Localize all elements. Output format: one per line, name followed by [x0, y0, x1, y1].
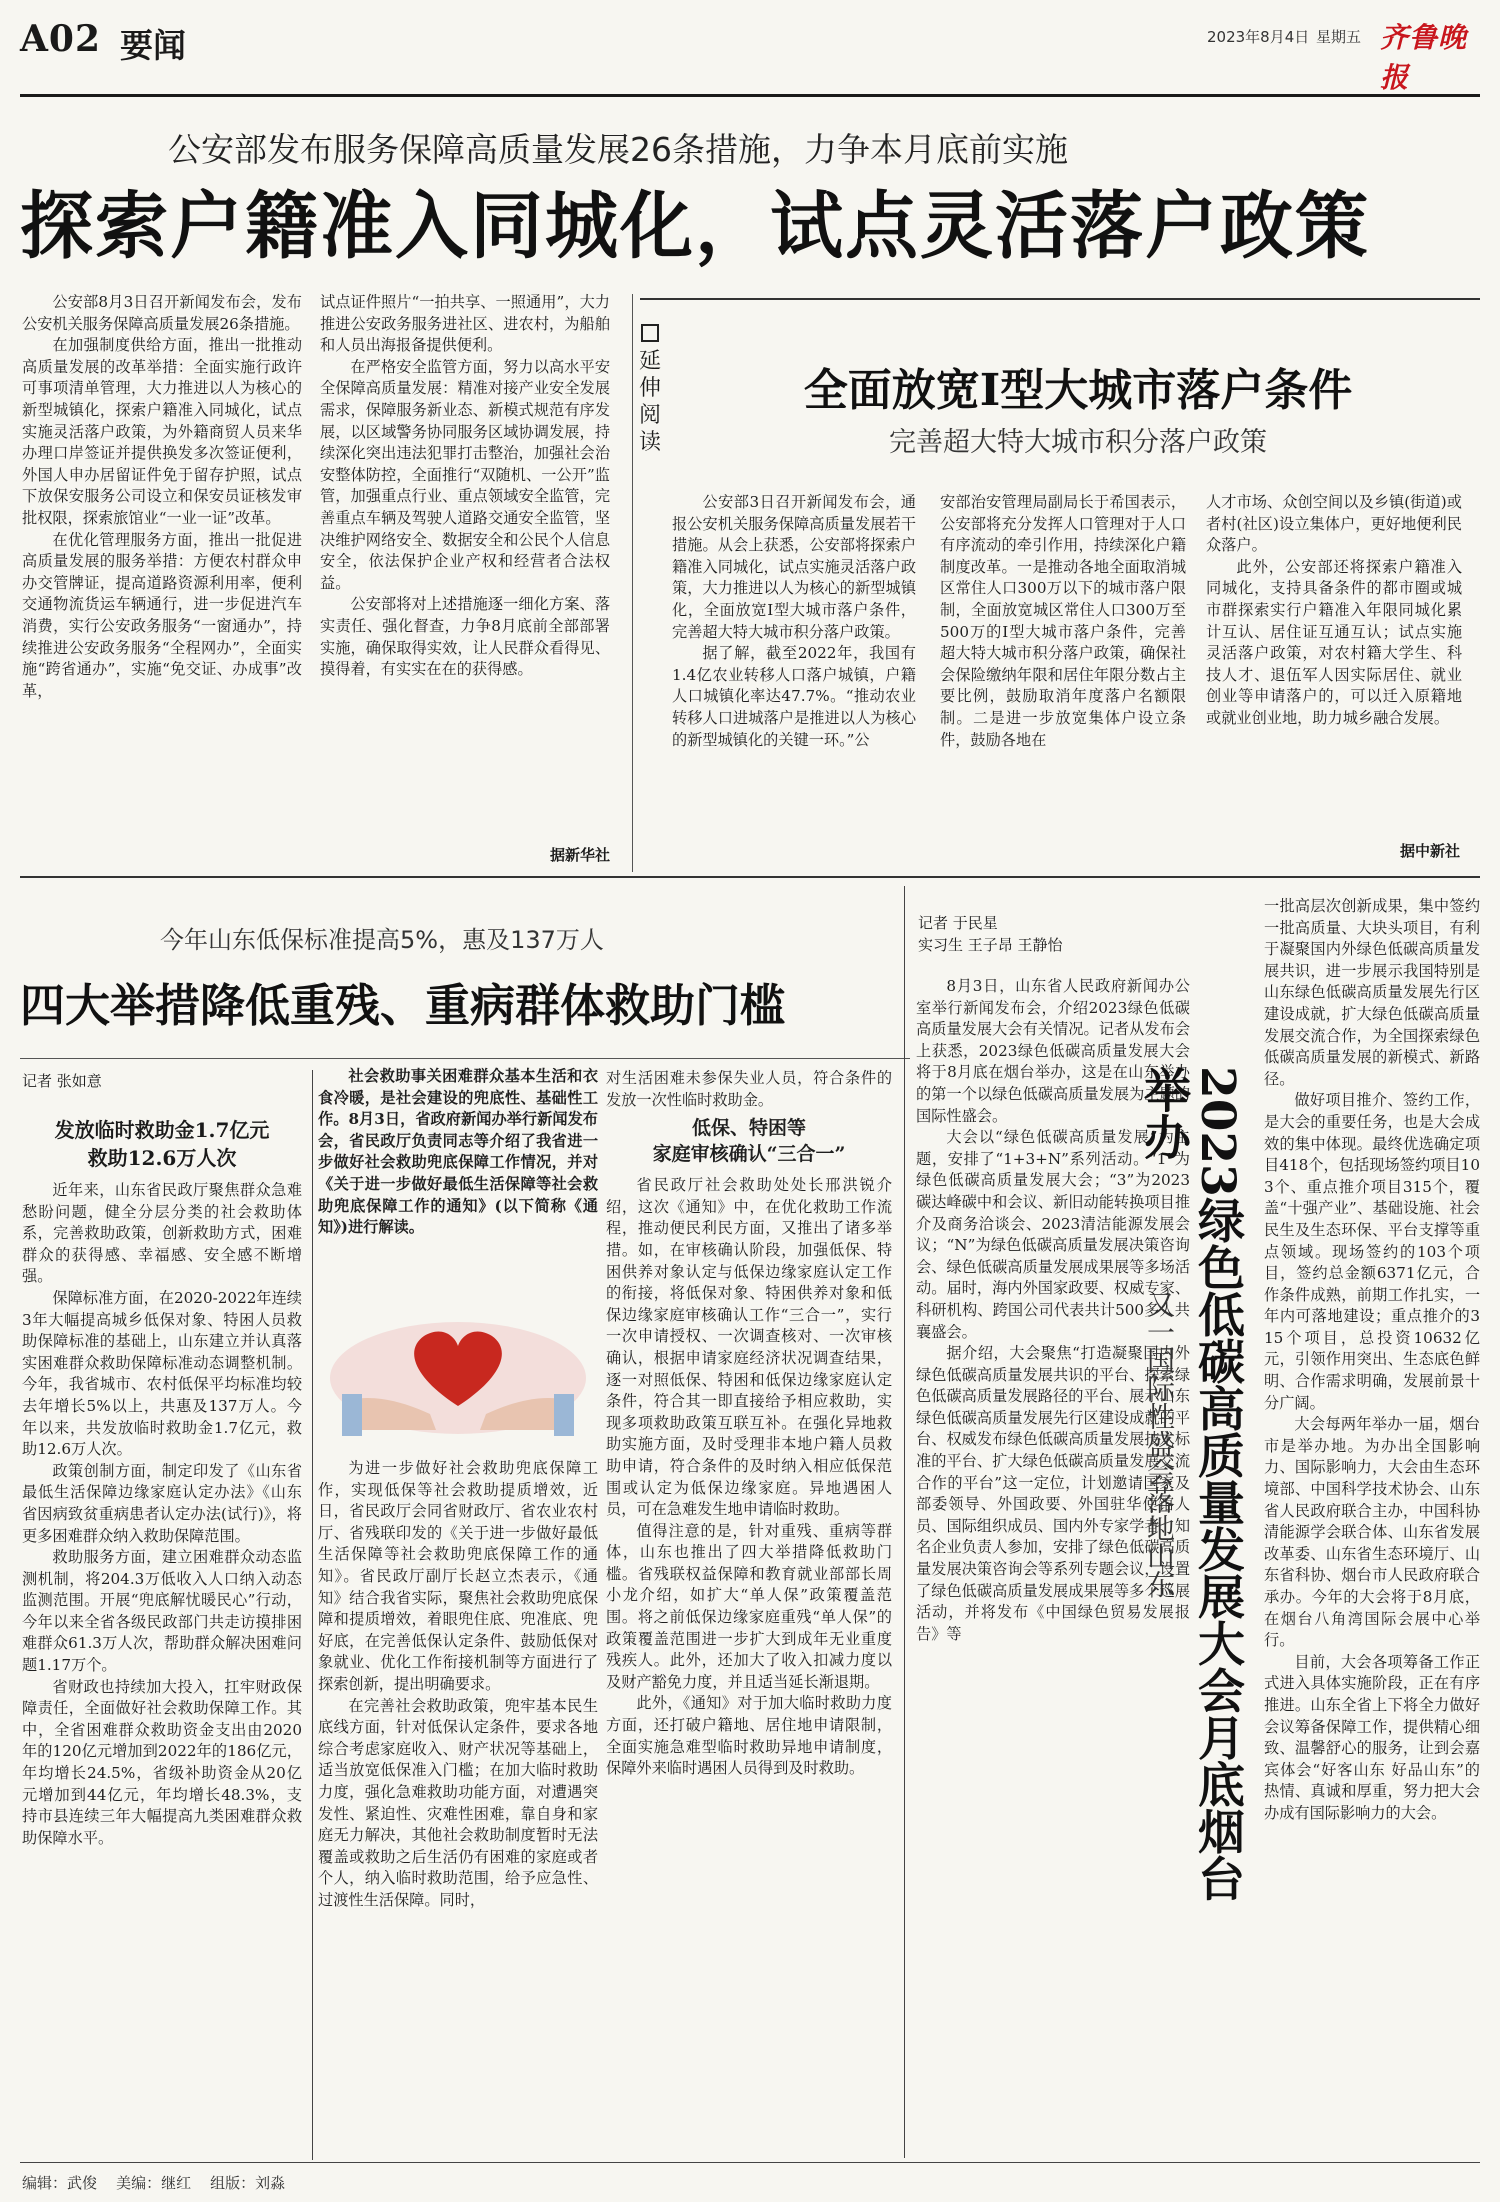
paragraph: 此外，公安部还将探索户籍准入同城化，支持具备条件的都市圈或城市群探索实行户籍准入年限同城化累计互认、居住证互通互认；试点实施灵活落户政策，对农村籍大学生、科技人才、退伍军人因实际居住、就业创业等申请落户的，可以迁入原籍地或就业创业地，助力城乡融合发展。 — [1206, 557, 1462, 727]
extended-reading-tag — [637, 324, 663, 456]
extended-column-1 — [672, 492, 916, 858]
aid-subhead-2: 低保、特困等 家庭审核确认“三合一” — [652, 1117, 846, 1166]
footer-credits: 编辑：武俊 美编：继红 组版：刘淼 — [22, 2174, 286, 2192]
paragraph: 8月3日，山东省人民政府新闻办公室举行新闻发布会，介绍2023绿色低碳高质量发展大会有关情况。记者从发布会上获悉，2023绿色低碳高质量发展大会将于8月底在烟台举办，这是在山东举办的第一个以绿色低碳高质量发展为主题的国际性盛会。 — [916, 977, 1190, 1125]
paragraph: 据了解，截至2022年，我国有1.4亿农业转移人口落户城镇，户籍人口城镇化率达47.7%。“推动农业转移人口进城落户是推进以人为核心的新型城镇化的关键一环。”公 — [672, 644, 916, 749]
aid-rule — [20, 1058, 910, 1059]
paragraph: 省民政厅社会救助处处长邢洪锐介绍，这次《通知》中，在优化救助工作流程，推动便民利民方面，又推出了诸多举措。如，在审核确认阶段，加强低保、特困供养对象认定与低保边缘家庭认定工作的衔接，将低保对象、特困供养对象和低保边缘家庭审核确认工作“三合一”，实行一次申请授权、一次调查核对、一次审核确认，根据申请家庭经济状况调查结果，逐一对照低保、特困和低保边缘家庭认定条件，符合其一即直接给予相应救助，实现多项救助政策互联互补。在强化异地救助实施方面，及时受理非本地户籍人员救助申请，符合条件的及时纳入相应低保范围或认定为低保边缘家庭。异地遇困人员，可在急难发生地申请临时救助。 — [606, 1176, 892, 1519]
paragraph: 据介绍，大会聚焦“打造凝聚国内外绿色低碳高质量发展共识的平台、探索绿色低碳高质量发展路径的平台、展示山东绿色低碳高质量发展先行区建设成就的平台、权威发布绿色低碳高质量发展技术标准的平台、扩大绿色低碳高质量发展交流合作的平台”这一定位，计划邀请国家及部委领导、外国政要、外国驻华使馆人员、国际组织成员、国内外专家学者、知名企业负责人参加，安排了绿色低碳高质量发展决策咨询会等系列专题会议，设置了绿色低碳高质量发展成果展等多个巡展活动，并将发布《中国绿色贸易发展报告》等 — [916, 1344, 1190, 1643]
aid-column-rule — [312, 1070, 313, 2160]
paragraph: 省财政也持续加大投入，扛牢财政保障责任，全面做好社会救助保障工作。其中，全省困难群众救助资金支出由2020年的120亿元增加到2022年的186亿元，年均增长24.5%，省级补助资金从20亿元增加到44亿元，年均增长48.3%，支持市县连续三年大幅提高九类困难群众救助保障水平。 — [22, 1677, 302, 1847]
paragraph: 大会每两年举办一届，烟台市是举办地。为办出全国影响力、国际影响力，大会由生态环境部、中国科学技术协会、山东省人民政府联合主办，中国科协清能源学会联合体、山东省发展改革委、山东省生态环境厅、山东省科协、烟台市人民政府联合承办。今年的大会将于8月底，在烟台八角湾国际会展中心举行。 — [1264, 1415, 1480, 1650]
paragraph: 近年来，山东省民政厅聚焦群众急难愁盼问题，健全分层分类的社会救助体系，完善救助政策，创新救助方式，困难群众的获得感、幸福感、安全感不断增强。 — [22, 1181, 302, 1286]
aid-subhead-1: 发放临时救助金1.7亿元 救助12.6万人次 — [54, 1118, 270, 1170]
care-illustration — [318, 1294, 598, 1442]
aid-intro — [318, 1066, 598, 1288]
aid-column-1 — [22, 1180, 302, 2155]
paragraph: 安部治安管理局副局长于希国表示，公安部将充分发挥人口管理对于人口有序流动的牵引作用，持续深化户籍制度改革。一是推动各地全面取消城区常住人口300万以下的城市落户限制，全面放宽城区常住人口300万至500万的Ⅰ型大城市落户条件，完善超大特大城市积分落户政策，确保社会保险缴纳年限和居住年限分数占主要比例，鼓励取消年度落户名额限制。二是进一步放宽集体户设立条件，鼓励各地在 — [940, 493, 1186, 749]
intro-paragraph: 社会救助事关困难群众基本生活和衣食冷暖，是社会建设的兜底性、基础性工作。8月3日，省政府新闻办举行新闻发布会，省民政厅负责同志等介绍了我省进一步做好社会救助兜底保障工作情况，并对《关于进一步做好最低生活保障等社会救助兜底保障工作的通知》(以下简称《通知》)进行解读。 — [318, 1067, 598, 1237]
lead-headline: 探索户籍准入同城化，试点灵活落户政策 — [20, 183, 1370, 269]
aid-column-3 — [606, 1068, 892, 2158]
paragraph: 此外，《通知》对于加大临时救助力度方面，还打破户籍地、居住地申请限制，全面实施急难型临时救助异地申请制度，保障外来临时遇困人员得到及时救助。 — [606, 1694, 892, 1778]
green-headline: 2023绿色低碳高质量发展大会月底烟台举办 — [1136, 1066, 1245, 1902]
masthead-logo: 齐鲁晚报 — [1380, 21, 1468, 94]
extended-column-2 — [940, 492, 1186, 858]
issue-weekday: 星期五 — [1316, 28, 1362, 46]
extended-top-rule — [640, 298, 1480, 300]
paragraph: 试点证件照片“一拍共享、一照通用”，大力推进公安政务服务进社区、进农村，为船舶和人员出海报备提供便利。 — [320, 293, 610, 355]
aid-headline: 四大举措降低重残、重病群体救助门槛 — [20, 979, 786, 1032]
paragraph: 在完善社会救助政策，兜牢基本民生底线方面，针对低保认定条件，要求各地综合考虑家庭收入、财产状况等基础上，适当放宽低保准入门槛；在加大临时救助力度，强化急难救助功能方面，对遭遇突发性、紧迫性、灾难性困难，靠自身和家庭无力解决，其他社会救助制度暂时无法覆盖或救助之后生活仍有困难的家庭或者个人，纳入临时救助范围，给予应急性、过渡性生活保障。同时， — [318, 1696, 598, 1909]
green-reporter-1: 记者 于民星 — [918, 914, 998, 932]
extended-source: 据中新社 — [1399, 842, 1460, 860]
aid-column-2 — [318, 1458, 598, 2158]
footer-rule — [20, 2162, 1480, 2163]
paragraph: 在严格安全监管方面，努力以高水平安全保障高质量发展：精准对接产业安全发展需求，保障服务新业态、新模式规范有序发展，以区域警务协同服务区域协调发展，持续深化突出违法犯罪打击整治，加强社会治安整体防控，全面推行“双随机、一公开”监管，加强重点行业、重点领域安全监管，完善重点车辆及驾驶人道路交通安全监管，坚决维护网络安全、数据安全和公民个人信息安全，依法保护企业产权和经营者合法权益。 — [320, 357, 610, 592]
page-number: A02 — [20, 18, 102, 60]
extended-reading-label: 延伸阅读 — [638, 349, 661, 455]
extended-subtitle: 完善超大特大城市积分落户政策 — [889, 427, 1267, 458]
paragraph: 大会以“绿色低碳高质量发展”为主题，安排了“1+3+N”系列活动。“1”为绿色低碳高质量发展大会；“3”为2023碳达峰碳中和会议、新旧动能转换项目推介及商务洽谈会、2023清洁能源发展会议；“N”为绿色低碳高质量发展决策咨询会、绿色低碳高质量发展成果展等多场活动。届时，海内外国家政要、权威专家、科研机构、跨国公司代表共计500多人共襄盛会。 — [916, 1128, 1190, 1341]
paragraph: 一批高层次创新成果，集中签约一批高质量、大块头项目，有利于凝聚国内外绿色低碳高质量发展共识，进一步展示我国特别是山东绿色低碳高质量发展先行区建设成就，扩大绿色低碳高质量发展交流合作，为全国探索绿色低碳高质量发展的新模式、新路径。 — [1264, 897, 1480, 1088]
section-name: 要闻 — [120, 26, 186, 65]
lead-column-1 — [22, 292, 302, 872]
paragraph: 做好项目推介、签约工作，是大会的重要任务，也是大会成效的集中体现。最终优选确定项目418个，包括现场签约项目103个、重点推介项目315个，覆盖“十强产业”、基础设施、社会民生及生态环保、平台支撑等重点领域。现场签约的103个项目，签约总金额6371亿元，合作条件成熟，前期工作扎实，一年内可落地建设；重点推介的315个项目，总投资10632亿元，引领作用突出、生态底色鲜明、合作需求明确，发展前景十分广阔。 — [1264, 1091, 1480, 1412]
aid-kicker: 今年山东低保标准提高5%，惠及137万人 — [160, 926, 604, 954]
paragraph: 公安部8月3日召开新闻发布会，发布公安机关服务保障高质量发展26条措施。 — [22, 293, 302, 333]
header-rule — [20, 94, 1480, 97]
paragraph: 在加强制度供给方面，推出一批推动高质量发展的改革举措：全面实施行政许可事项清单管理，大力推进以人为核心的新型城镇化，探索户籍准入同城化，试点实施灵活落户政策，为外籍商贸人员来华办理口岸签证并提供换发多次签证便利，外国人申办居留证件免于留存护照，试点下放保安服务公司设立和保安员证核发审批权限，探索旅馆业“一业一证”改革。 — [22, 336, 302, 527]
paragraph: 人才市场、众创空间以及乡镇(街道)或者村(社区)设立集体户，更好地便利民众落户。 — [1206, 493, 1462, 555]
green-reporter-2: 实习生 王子昂 王静怡 — [918, 936, 1063, 954]
heart-hands-icon — [318, 1294, 598, 1442]
issue-date: 2023年8月4日 — [1207, 28, 1310, 46]
green-column-2 — [1264, 896, 1480, 2156]
paragraph: 救助服务方面，建立困难群众动态监测机制，将204.3万低收入人口纳入动态监测范围。开展“兜底解忧暖民心”行动，今年以来全省各级民政部门共走访摸排困难群众61.3万人次，帮助群众解决困难问题1.17万个。 — [22, 1548, 302, 1675]
paragraph: 公安部3日召开新闻发布会，通报公安机关服务保障高质量发展若干措施。从会上获悉，公安部将探索户籍准入同城化，试点实施灵活落户政策，大力推进以人为核心的新型城镇化，全面放宽Ⅰ型大城市落户条件，完善超大特大城市积分落户政策。 — [672, 493, 916, 641]
paragraph: 值得注意的是，针对重残、重病等群体，山东也推出了四大举措降低救助门槛。省残联权益保障和教育就业部部长周小龙介绍，如扩大“单人保”政策覆盖范围。将之前低保边缘家庭重残“单人保”的政策覆盖范围进一步扩大到成年无业重度残疾人。此外，还加大了收入扣减力度以及财产豁免力度，并且适当延长渐退期。 — [606, 1521, 892, 1691]
extended-column-3 — [1206, 492, 1462, 838]
paragraph: 政策创制方面，制定印发了《山东省最低生活保障边缘家庭认定办法》《山东省因病致贫重病患者认定办法(试行)》，将更多困难群众纳入救助保障范围。 — [22, 1461, 302, 1545]
lead-source: 据新华社 — [549, 846, 610, 864]
paragraph: 保障标准方面，在2020-2022年连续3年大幅提高城乡低保对象、特困人员救助保障标准的基础上，山东建立并认真落实困难群众救助保障标准动态调整机制。今年，我省城市、农村低保平均标准均较去年增长5%以上，共惠及137万人。今年以来，共发放临时救助金1.7亿元，救助12.6万人次。 — [22, 1288, 302, 1459]
page-header — [20, 14, 1480, 94]
green-kicker: 又一国际性盛会落地山东 — [1143, 1290, 1176, 1598]
green-column-rule — [904, 886, 905, 2158]
paragraph: 对生活困难未参保失业人员，符合条件的发放一次性临时救助金。 — [606, 1069, 892, 1109]
lead-column-2 — [320, 292, 610, 864]
paragraph: 在优化管理服务方面，推出一批促进高质量发展的服务举措：方便农村群众申办交管牌证，提高道路资源利用率，便利交通物流货运车辆通行，进一步促进汽车消费，实行公安政务服务“一窗通办”，持续推进公安政务服务“全程网办”，全面实施“跨省通办”，实施“免交证、办成事”改革， — [22, 530, 302, 700]
extended-title: 全面放宽Ⅰ型大城市落户条件 — [803, 365, 1353, 416]
lead-kicker: 公安部发布服务保障高质量发展26条措施，力争本月底前实施 — [168, 130, 1068, 169]
tag-square-icon — [641, 324, 659, 342]
aid-reporter: 记者 张如意 — [22, 1072, 102, 1090]
paragraph: 为进一步做好社会救助兜底保障工作，实现低保等社会救助提质增效，近日，省民政厅会同省财政厅、省农业农村厅、省残联印发的《关于进一步做好最低生活保障等社会救助兜底保障工作的通知》。省民政厅副厅长赵立杰表示，《通知》结合我省实际，聚焦社会救助兜底保障和提质增效，着眼兜住底、兜准底、兜好底，在完善低保认定条件、鼓励低保对象就业、优化工作衔接机制等方面进行了探索创新，提出明确要求。 — [318, 1459, 598, 1693]
paragraph: 公安部将对上述措施逐一细化方案、落实责任、强化督查，力争8月底前全部部署实施，确保取得实效，让人民群众看得见、摸得着，有实实在在的获得感。 — [320, 595, 610, 679]
section-divider — [20, 876, 1480, 878]
paragraph: 目前，大会各项筹备工作正式进入具体实施阶段，正在有序推进。山东全省上下将全力做好会议筹备保障工作，提供精心细致、温馨舒心的服务，让到会嘉宾体会“好客山东 好品山东”的热情、真诚和厚重，努力把大会办成有国际影响力的大会。 — [1264, 1652, 1480, 1822]
